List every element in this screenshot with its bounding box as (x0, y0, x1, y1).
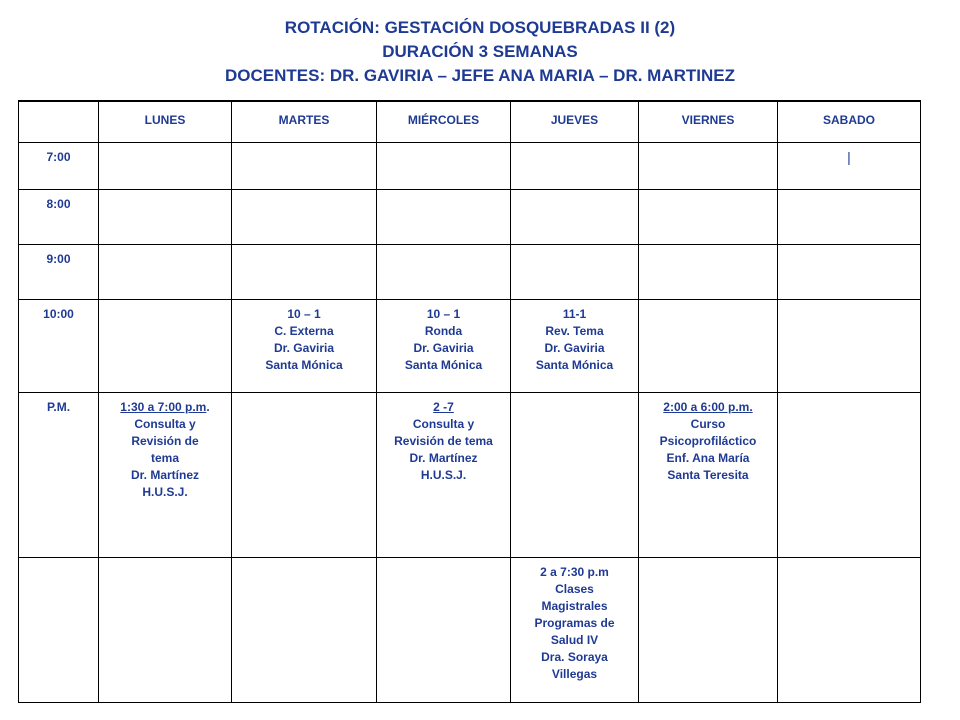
schedule-cell (511, 393, 639, 558)
block-activity: Ronda (424, 324, 463, 338)
block-place: Santa Mónica (265, 358, 343, 372)
block-time-link[interactable]: 1:30 a 7:00 p.m (120, 400, 207, 414)
block-martes-10 (232, 300, 377, 393)
block-miercoles-pm (377, 393, 511, 558)
header-row (19, 101, 921, 143)
block-place: Santa Mónica (404, 358, 483, 372)
block-time: 11-1 (562, 307, 587, 321)
schedule-cell (511, 143, 639, 190)
block-time: 10 – 1 (287, 307, 321, 321)
block-activity: C. Externa (274, 324, 334, 338)
block-teacher: Dra. Soraya (541, 650, 608, 664)
row-pm (19, 393, 921, 558)
day-header-miercoles: MIÉRCOLES (377, 101, 511, 143)
schedule-cell (778, 143, 921, 190)
day-header-martes: MARTES (232, 101, 377, 143)
schedule-cell (778, 393, 921, 558)
row-9 (19, 245, 921, 300)
block-teacher: Enf. Ana María (666, 451, 750, 465)
day-header-lunes: LUNES (99, 101, 232, 143)
block-activity: Salud IV (550, 633, 599, 647)
block-time-suffix: . (206, 400, 210, 414)
schedule-cell (232, 245, 377, 300)
schedule-header (0, 16, 960, 88)
block-teacher: Dr. Martínez (130, 468, 199, 482)
block-activity: Rev. Tema (545, 324, 604, 338)
schedule-cell (778, 245, 921, 300)
block-activity: Programas de (534, 616, 615, 630)
block-time-link[interactable]: 2 -7 (433, 400, 454, 414)
schedule-cell (778, 190, 921, 245)
block-activity: Revisión de tema (394, 434, 493, 448)
block-jueves-extra (511, 558, 639, 703)
block-activity: Psicoprofiláctico (659, 434, 757, 448)
block-miercoles-10 (377, 300, 511, 393)
block-teacher: Dr. Gaviria (273, 341, 335, 355)
time-cell: 7:00 (19, 143, 99, 190)
block-lunes-pm (99, 393, 232, 558)
time-cell: 8:00 (19, 190, 99, 245)
schedule-cell (639, 300, 778, 393)
block-place: H.U.S.J. (420, 468, 467, 482)
schedule-cell (99, 558, 232, 703)
schedule-cell (778, 558, 921, 703)
block-teacher: Dr. Gaviria (544, 341, 605, 355)
block-activity: Magistrales (541, 599, 608, 613)
schedule-cell (232, 190, 377, 245)
block-time-link[interactable]: 2:00 a 6:00 p.m. (663, 400, 753, 414)
schedule-cell (99, 245, 232, 300)
block-place: Santa Mónica (535, 358, 614, 372)
rotation-title: ROTACIÓN: GESTACIÓN DOSQUEBRADAS II (2) (284, 18, 676, 37)
row-7 (19, 143, 921, 190)
schedule-cell (639, 190, 778, 245)
schedule-cell (639, 245, 778, 300)
block-time: 10 – 1 (426, 307, 461, 321)
duration-line: DURACIÓN 3 SEMANAS (382, 42, 578, 61)
time-cell: 9:00 (19, 245, 99, 300)
block-jueves-10 (511, 300, 639, 393)
day-header-viernes: VIERNES (639, 101, 778, 143)
block-activity: Revisión de (131, 434, 199, 448)
schedule-cell (639, 143, 778, 190)
day-header-jueves: JUEVES (511, 101, 639, 143)
block-place: Santa Teresita (667, 468, 749, 482)
block-teacher: Dr. Gaviria (413, 341, 474, 355)
schedule-table (18, 100, 921, 703)
teachers-line: DOCENTES: DR. GAVIRIA – JEFE ANA MARIA – DR. MARTINEZ (224, 66, 736, 85)
schedule-cell (377, 143, 511, 190)
time-cell: 10:00 (19, 300, 99, 393)
block-teacher: Dr. Martínez (409, 451, 478, 465)
block-activity: Consulta y (412, 417, 475, 431)
schedule-cell (377, 190, 511, 245)
corner-cell (19, 101, 99, 143)
block-viernes-pm (639, 393, 778, 558)
saturday-marker[interactable]: | (847, 149, 851, 165)
schedule-cell (99, 143, 232, 190)
block-activity: Curso (690, 417, 726, 431)
schedule-cell (377, 558, 511, 703)
block-time: 2 a 7:30 p.m (540, 565, 609, 579)
block-time (102, 399, 228, 416)
block-activity: Consulta y (134, 417, 196, 431)
block-teacher: Villegas (551, 667, 598, 681)
schedule-cell (232, 393, 377, 558)
schedule-cell (232, 143, 377, 190)
schedule-cell (778, 300, 921, 393)
day-header-sabado: SABADO (778, 101, 921, 143)
schedule-cell (511, 245, 639, 300)
row-10 (19, 300, 921, 393)
time-cell: P.M. (19, 393, 99, 558)
row-extra (19, 558, 921, 703)
block-place: H.U.S.J. (142, 485, 188, 499)
block-activity: Clases (555, 582, 594, 596)
schedule-cell (511, 190, 639, 245)
schedule-cell (377, 245, 511, 300)
schedule-cell (99, 190, 232, 245)
row-8 (19, 190, 921, 245)
time-cell-empty (19, 558, 99, 703)
schedule-cell (639, 558, 778, 703)
schedule-cell (232, 558, 377, 703)
block-activity: tema (150, 451, 179, 465)
schedule-cell (99, 300, 232, 393)
